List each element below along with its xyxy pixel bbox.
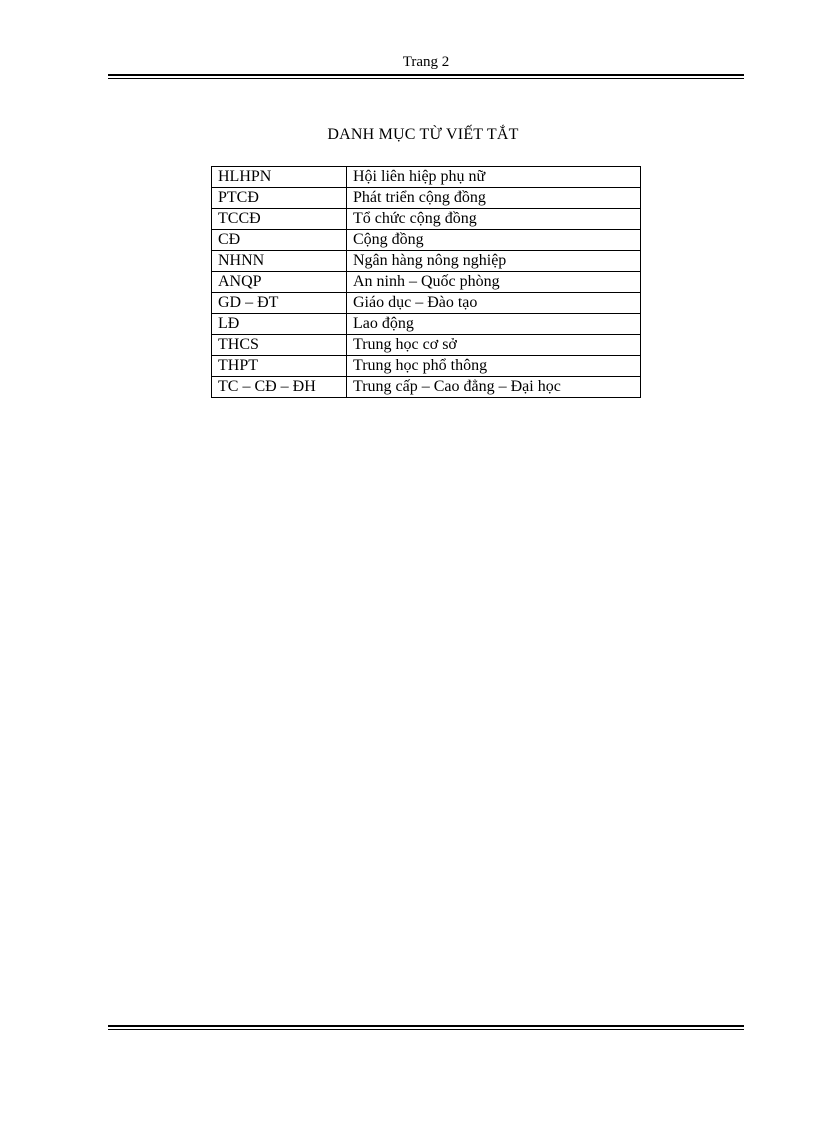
abbreviation-cell: CĐ	[212, 230, 347, 251]
meaning-cell: Tổ chức cộng đồng	[347, 209, 641, 230]
document-title: DANH MỤC TỪ VIẾT TẮT	[327, 126, 519, 143]
abbreviation-row	[212, 230, 641, 251]
footer-double-rule	[108, 1025, 744, 1030]
abbreviation-row	[212, 293, 641, 314]
abbreviation-cell: TC – CĐ – ĐH	[212, 377, 347, 398]
meaning-cell: Trung cấp – Cao đẳng – Đại học	[347, 377, 641, 398]
meaning-cell: Lao động	[347, 314, 641, 335]
meaning-cell: Trung học phổ thông	[347, 356, 641, 377]
abbreviation-row	[212, 167, 641, 188]
meaning-cell: Giáo dục – Đào tạo	[347, 293, 641, 314]
abbreviation-row	[212, 209, 641, 230]
abbreviation-cell: THPT	[212, 356, 347, 377]
abbreviation-cell: THCS	[212, 335, 347, 356]
abbreviation-cell: LĐ	[212, 314, 347, 335]
meaning-cell: Phát triển cộng đồng	[347, 188, 641, 209]
header-double-rule	[108, 74, 744, 79]
abbreviation-row	[212, 377, 641, 398]
abbreviation-row	[212, 251, 641, 272]
abbreviation-table-body	[212, 167, 641, 398]
meaning-cell: Ngân hàng nông nghiệp	[347, 251, 641, 272]
abbreviation-cell: TCCĐ	[212, 209, 347, 230]
abbreviation-row	[212, 335, 641, 356]
abbreviation-row	[212, 314, 641, 335]
page-number-header: Trang 2	[402, 54, 450, 70]
abbreviation-table	[211, 166, 641, 398]
meaning-cell: An ninh – Quốc phòng	[347, 272, 641, 293]
meaning-cell: Hội liên hiệp phụ nữ	[347, 167, 641, 188]
meaning-cell: Trung học cơ sở	[347, 335, 641, 356]
meaning-cell: Cộng đồng	[347, 230, 641, 251]
abbreviation-row	[212, 188, 641, 209]
abbreviation-cell: PTCĐ	[212, 188, 347, 209]
abbreviation-cell: HLHPN	[212, 167, 347, 188]
abbreviation-row	[212, 356, 641, 377]
abbreviation-cell: ANQP	[212, 272, 347, 293]
abbreviation-cell: NHNN	[212, 251, 347, 272]
abbreviation-cell: GD – ĐT	[212, 293, 347, 314]
abbreviation-row	[212, 272, 641, 293]
